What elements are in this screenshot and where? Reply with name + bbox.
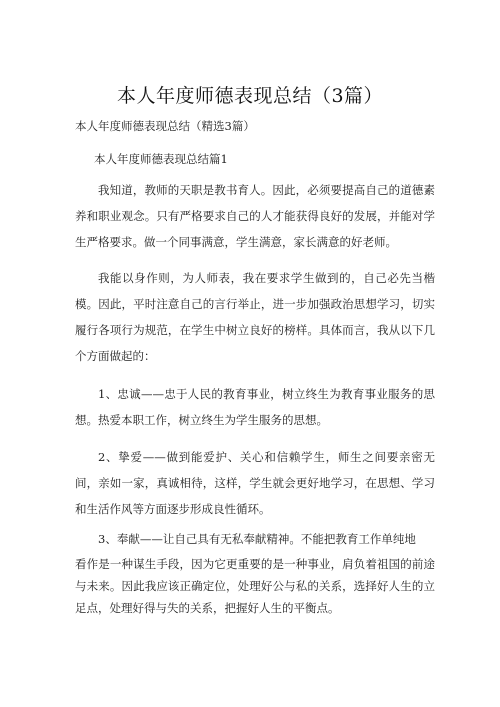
- paragraph-6: 看作是一种谋生手段，因为它更重要的是一种事业，肩负着祖国的前途与未来。因此我应该正确定位，处理好公与私的关系，选择好人生的立足点，处理好得与失的关系，把握好人生的平衡点。: [75, 557, 435, 615]
- paragraph-4: 2、挚爱——做到能爱护、关心和信赖学生，师生之间要亲密无间，亲如一家，真诚相待，这样，学生就会更好地学习，在思想、学习和生活作风等方面逐步形成良性循环。: [75, 450, 435, 516]
- paragraph-3: 1、忠诚——忠于人民的教育事业，树立终生为教育事业服务的思想。热爱本职工作，树立终生为学生服务的思想。: [75, 387, 435, 427]
- section-heading: 本人年度师德表现总结篇1: [94, 152, 228, 166]
- paragraph-2: 我能以身作则，为人师表，我在要求学生做到的，自己必先当楷模。因此，平时注意自己的言行举止，进一步加强政治思想学习，切实履行各项行为规范，在学生中树立良好的榜样。具体而言，我从以下几个方面做起的：: [75, 271, 435, 363]
- document-subtitle: 本人年度师德表现总结（精选3篇）: [75, 119, 255, 133]
- paragraph-5: 3、奉献——让自己具有无私奉献精神。不能把教育工作单纯地: [98, 532, 416, 546]
- paragraph-1: 我知道，教师的天职是教书育人。因此，必须要提高自己的道德素养和职业观念。只有严格要求自己的人才能获得良好的发展，并能对学生严格要求。做一个同事满意，学生满意，家长满意的好老师。: [75, 183, 435, 249]
- document-title: 本人年度师德表现总结（3篇）: [116, 85, 384, 107]
